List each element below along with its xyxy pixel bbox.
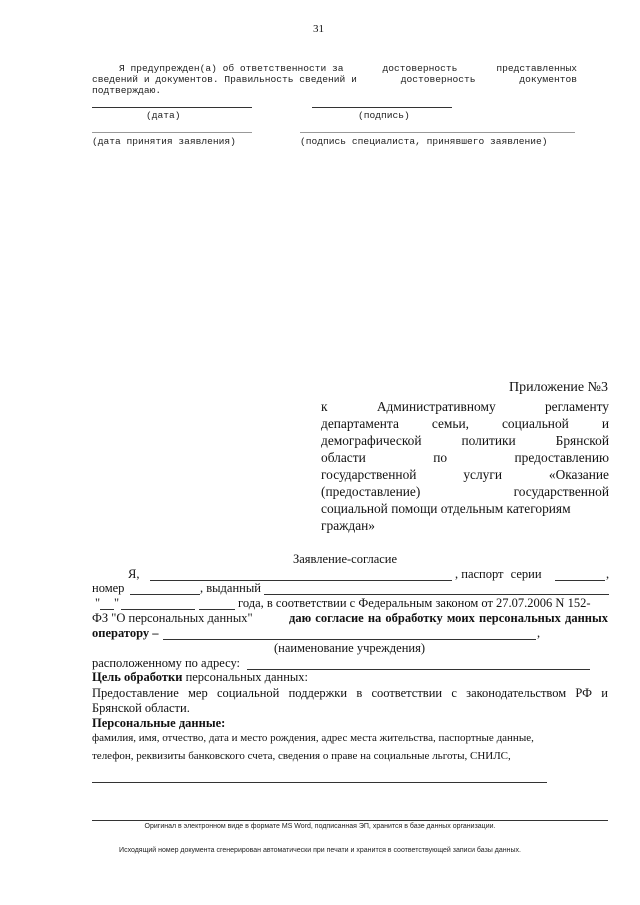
purpose-word: РФ <box>575 686 593 700</box>
appendix-word: семьи, <box>431 416 470 431</box>
acceptance-date-blank <box>92 132 252 133</box>
purpose-word: и <box>601 686 608 700</box>
appendix-word: социальной помощи отдельным категориям <box>321 501 571 516</box>
signature-label: (подпись) <box>358 110 410 121</box>
institution-caption: (наименование учреждения) <box>274 641 425 655</box>
day-blank <box>100 609 114 610</box>
date-label: (дата) <box>146 110 181 121</box>
specialist-signature-blank <box>300 132 575 133</box>
appendix-word: «Оказание <box>548 467 609 482</box>
personal-data-line-1: фамилия, имя, отчество, дата и место рождения, адрес места жительства, паспортные данные, <box>92 732 534 744</box>
purpose-word: Предоставление <box>92 686 179 700</box>
specialist-signature-label: (подпись специалиста, принявшего заявление) <box>300 136 548 147</box>
issued-label: , выданный <box>200 581 261 595</box>
appendix-word: демографической <box>321 433 422 448</box>
appendix-word: регламенту <box>544 399 609 414</box>
quote-close: " <box>114 596 120 610</box>
purpose-word: в <box>356 686 363 700</box>
consent-line <box>92 611 608 626</box>
operator-comma: , <box>537 626 541 640</box>
purpose-word: соответствии <box>371 686 443 700</box>
operator-label: оператору – <box>92 626 159 640</box>
appendix-word: к <box>321 399 328 414</box>
warning-line-2 <box>92 74 577 85</box>
purpose-word: мер <box>187 686 208 700</box>
purpose-word: социальной <box>216 686 280 700</box>
appendix-word: и <box>601 416 609 431</box>
purpose-word: законодательством <box>466 686 567 700</box>
appendix-word: услуги <box>463 467 502 482</box>
date-blank <box>92 107 252 108</box>
fullname-blank <box>150 580 452 581</box>
comma: , <box>606 567 610 581</box>
number-label: номер <box>92 581 125 595</box>
appendix-word: государственной <box>321 467 417 482</box>
appendix-word: предоставлению <box>514 450 609 465</box>
consent-title: Заявление-согласие <box>293 552 398 566</box>
page-number: 31 <box>313 23 324 35</box>
footer-divider <box>92 820 608 821</box>
warning-line-1 <box>92 63 577 74</box>
purpose-line-1 <box>92 686 608 701</box>
signature-blank <box>312 107 452 108</box>
appendix-word: социальной <box>501 416 569 431</box>
warning-text: достоверность <box>400 74 476 85</box>
purpose-heading <box>92 670 308 685</box>
purpose-word: поддержки <box>288 686 348 700</box>
warning-text: сведений и документов. Правильность сведений и <box>92 74 357 85</box>
passport-series-blank <box>555 580 605 581</box>
appendix-word: государственной <box>513 484 609 499</box>
personal-data-blank <box>92 782 547 783</box>
address-label: расположенному по адресу: <box>92 656 241 670</box>
footer-line-1: Оригинал в электронном виде в формате MS Word, подписанная ЭП, хранится в базе данных организации. <box>144 823 496 830</box>
appendix-word: департамента <box>321 416 399 431</box>
appendix-line <box>321 432 609 449</box>
personal-data-line-2: телефон, реквизиты банковского счета, сведения о праве на социальные льготы, СНИЛС, <box>92 750 511 762</box>
number-blank <box>130 594 200 595</box>
appendix-line <box>321 449 609 466</box>
passport-series-label: , паспорт серии <box>455 567 542 581</box>
purpose-rest: персональных данных: <box>185 670 309 684</box>
appendix-line <box>321 398 609 415</box>
warning-text: Я предупрежден(а) об ответственности за <box>119 63 344 74</box>
fz-text: ФЗ "О персональных данных" <box>92 611 253 625</box>
warning-line-3: подтверждаю. <box>92 85 162 96</box>
appendix-title: Приложение №3 <box>509 380 608 395</box>
warning-text: документов <box>519 74 577 85</box>
footer-line-2: Исходящий номер документа сгенерирован автоматически при печати и хранится в соответствующей записи базы данных. <box>119 847 521 854</box>
appendix-word: (предоставление) <box>321 484 421 499</box>
appendix-word: Брянской <box>555 433 609 448</box>
law-text: года, в соответствии с Федеральным законом от 27.07.2006 N 152- <box>238 596 591 610</box>
passport-series-text: паспорт серии <box>461 567 542 581</box>
appendix-word: по <box>433 450 448 465</box>
warning-text: представленных <box>496 63 577 74</box>
operator-blank <box>163 639 536 640</box>
appendix-word: политики <box>461 433 516 448</box>
issued-blank <box>264 594 609 595</box>
consent-bold-text: даю согласие на обработку моих персональных данных <box>289 611 608 625</box>
month-blank <box>121 609 195 610</box>
warning-text: достоверность <box>382 63 458 74</box>
appendix-word: граждан» <box>321 518 376 533</box>
appendix-word: области <box>321 450 366 465</box>
purpose-line-2: Брянской области. <box>92 701 190 715</box>
appendix-line <box>321 483 609 500</box>
appendix-line <box>321 517 609 534</box>
ya-label: Я, <box>128 567 140 581</box>
appendix-word: Административному <box>376 399 496 414</box>
personal-data-label: Персональные данные: <box>92 716 226 730</box>
year-blank <box>199 609 235 610</box>
purpose-word: с <box>451 686 457 700</box>
appendix-line <box>321 500 609 517</box>
acceptance-date-label: (дата принятия заявления) <box>92 136 236 147</box>
quote-open: " <box>95 596 101 610</box>
purpose-label: Цель обработки <box>92 670 183 684</box>
appendix-line <box>321 415 609 432</box>
appendix-line <box>321 466 609 483</box>
appendix-body <box>321 398 609 534</box>
